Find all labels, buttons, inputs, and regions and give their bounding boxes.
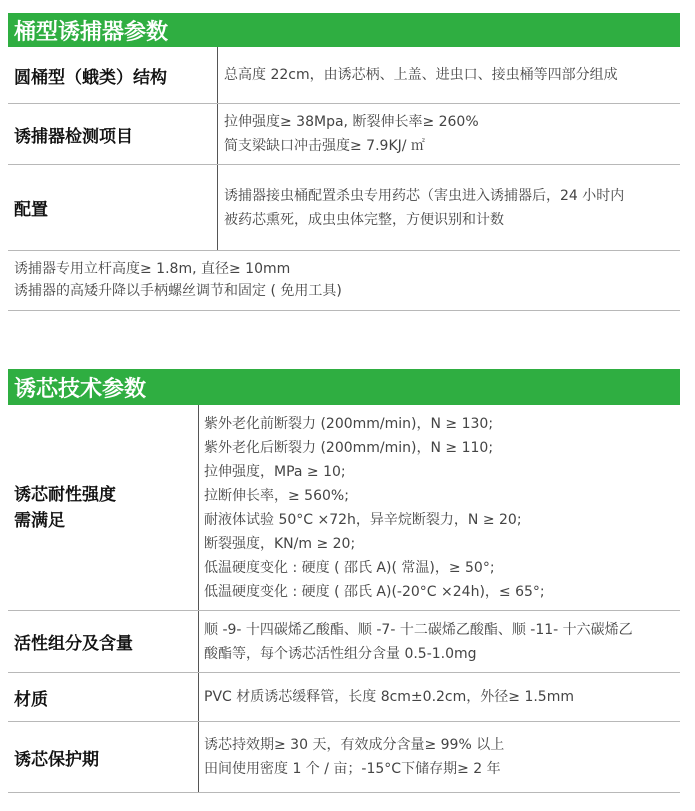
value-line: 被药芯熏死，成虫虫体完整，方便识别和计数 — [224, 211, 504, 228]
row-label — [8, 405, 199, 610]
value-line: PVC 材质诱芯缓释管，长度 8cm±0.2cm，外径≥ 1.5mm — [204, 689, 574, 705]
note-line: 诱捕器的高矮升降以手柄螺丝调节和固定 ( 免用工具) — [14, 283, 342, 299]
section-header-trap-params — [8, 13, 680, 47]
table-row — [8, 673, 680, 722]
row-label — [8, 47, 218, 103]
value-line: 田间使用密度 1 个 / 亩；-15°C下储存期≥ 2 年 — [204, 761, 501, 777]
row-label-text: 配置 — [14, 200, 48, 220]
table-row — [8, 165, 680, 251]
table-row — [8, 104, 680, 165]
row-label — [8, 611, 199, 672]
row-label — [8, 165, 218, 250]
table-row — [8, 611, 680, 673]
trap-note — [14, 258, 342, 302]
divider — [8, 302, 680, 311]
row-value — [204, 611, 633, 672]
row-label-text: 需满足 — [14, 510, 65, 531]
row-label-text: 诱芯保护期 — [14, 749, 99, 770]
section-title: 桶型诱捕器参数 — [14, 19, 169, 45]
value-line: 紫外老化前断裂力 (200mm/min)，N ≥ 130; — [204, 415, 494, 432]
value-line: 酸酯等，每个诱芯活性组分含量 0.5-1.0mg — [204, 645, 477, 662]
value-line: 紫外老化后断裂力 (200mm/min)，N ≥ 110; — [204, 439, 494, 456]
row-label-text: 诱芯耐性强度 — [14, 484, 116, 505]
row-label — [8, 722, 199, 792]
row-value — [224, 165, 624, 250]
row-label-text: 材质 — [14, 689, 48, 710]
value-line: 拉伸强度≥ 38Mpa, 断裂伸长率≥ 260% — [224, 114, 479, 130]
table-row — [8, 722, 680, 793]
row-label — [8, 673, 199, 721]
table-row — [8, 47, 680, 104]
row-label — [8, 104, 218, 164]
row-label-text: 圆桶型（蛾类）结构 — [14, 67, 167, 88]
table-row — [8, 405, 680, 611]
note-line: 诱捕器专用立杆高度≥ 1.8m, 直径≥ 10mm — [14, 261, 291, 277]
section-header-lure-params — [8, 369, 680, 405]
value-line: 耐液体试验 50°C ×72h，异辛烷断裂力，N ≥ 20; — [204, 511, 522, 528]
row-label-text: 诱捕器检测项目 — [14, 126, 133, 147]
value-line: 低温硬度变化 : 硬度 ( 邵氏 A)(-20°C ×24h)，≤ 65°; — [204, 583, 545, 600]
row-value — [204, 673, 574, 721]
row-value — [204, 405, 545, 610]
value-line: 拉伸强度，MPa ≥ 10; — [204, 463, 346, 480]
value-line: 低温硬度变化 : 硬度 ( 邵氏 A)( 常温)，≥ 50°; — [204, 559, 495, 576]
row-value — [204, 722, 504, 792]
row-value — [224, 47, 618, 103]
value-line: 诱芯持效期≥ 30 天，有效成分含量≥ 99% 以上 — [204, 737, 505, 753]
row-label-text: 活性组分及含量 — [14, 634, 133, 654]
value-line: 总高度 22cm，由诱芯柄、上盖、进虫口、接虫桶等四部分组成 — [224, 67, 618, 83]
value-line: 顺 -9- 十四碳烯乙酸酯、顺 -7- 十二碳烯乙酸酯、顺 -11- 十六碳烯乙 — [204, 621, 633, 638]
row-value — [224, 104, 479, 164]
value-line: 拉断伸长率，≥ 560%; — [204, 487, 349, 504]
value-line: 诱捕器接虫桶配置杀虫专用药芯（害虫进入诱捕器后，24 小时内 — [224, 187, 625, 204]
section-title: 诱芯技术参数 — [14, 376, 147, 402]
value-line: 断裂强度，KN/m ≥ 20; — [204, 535, 356, 552]
value-line: 简支梁缺口冲击强度≥ 7.9KJ/ ㎡ — [224, 138, 425, 154]
